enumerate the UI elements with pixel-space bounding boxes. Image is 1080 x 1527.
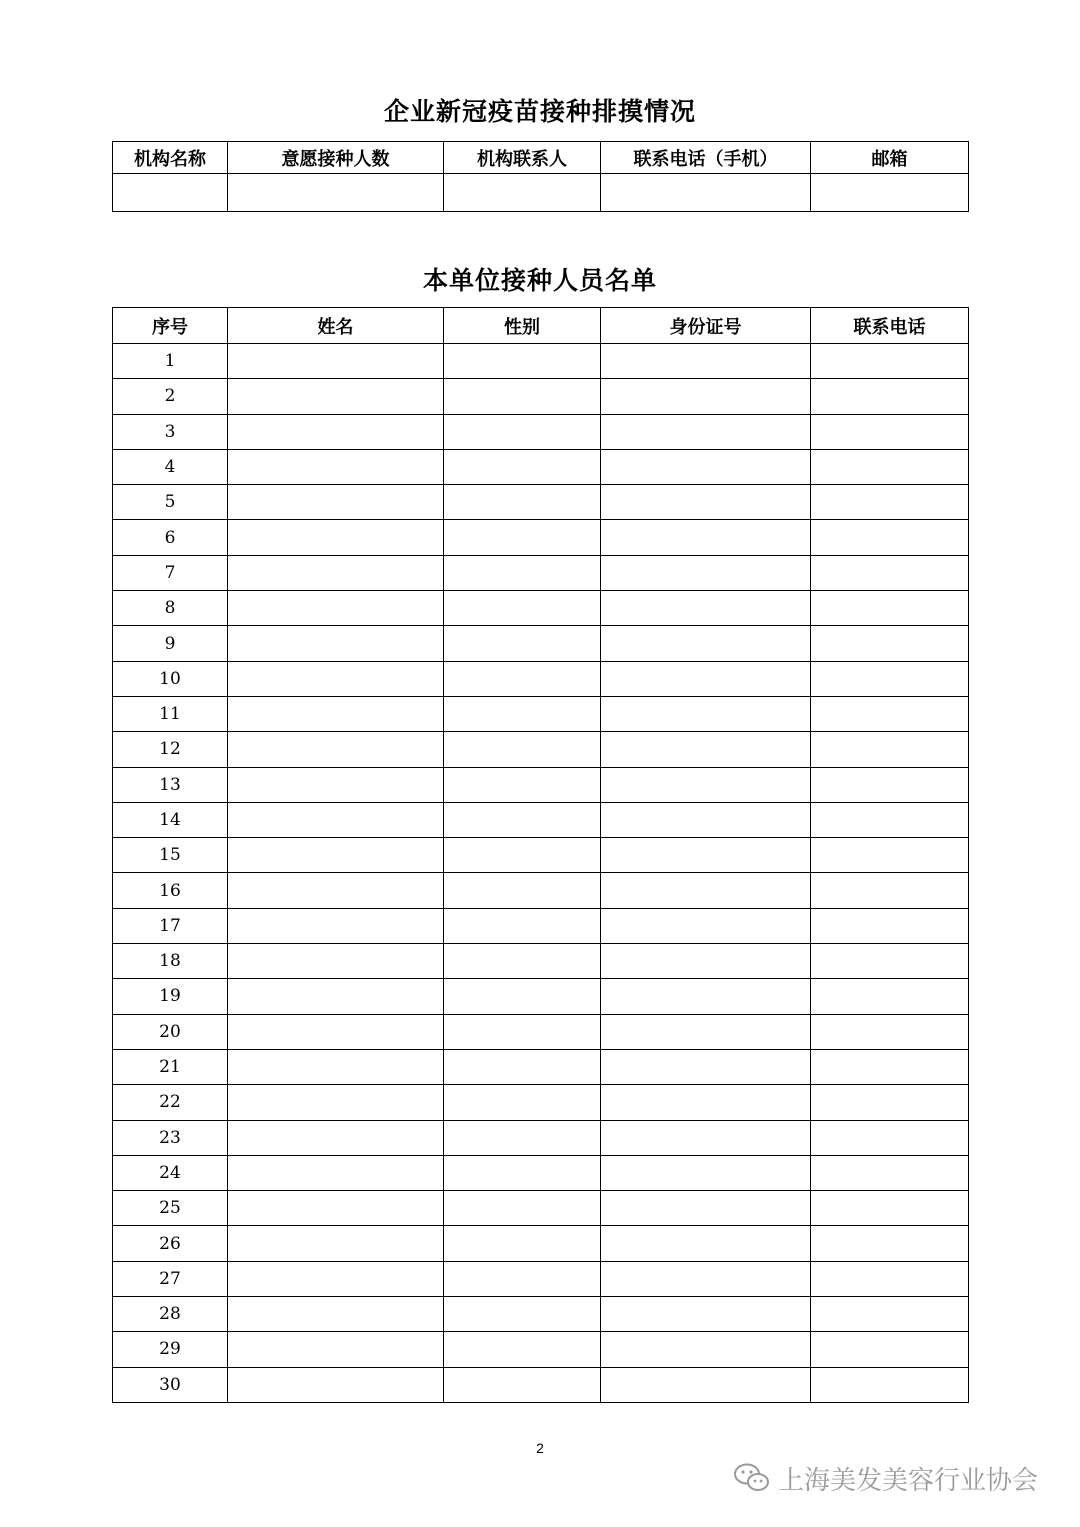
table-row	[113, 555, 969, 590]
id-number-cell[interactable]	[601, 1049, 811, 1084]
row-index: 23	[113, 1120, 228, 1155]
table-row	[113, 1120, 969, 1155]
phone-cell[interactable]	[811, 908, 969, 943]
header-contact-phone: 联系电话（手机）	[601, 142, 811, 174]
gender-cell[interactable]	[444, 1014, 601, 1049]
table-row	[113, 732, 969, 767]
phone-cell[interactable]	[811, 767, 969, 802]
gender-cell[interactable]	[444, 908, 601, 943]
id-number-cell[interactable]	[601, 944, 811, 979]
name-cell[interactable]	[228, 1297, 444, 1332]
row-index: 5	[113, 485, 228, 520]
id-number-cell[interactable]	[601, 1261, 811, 1296]
name-cell[interactable]	[228, 1014, 444, 1049]
row-index: 9	[113, 626, 228, 661]
table-row	[113, 1261, 969, 1296]
table-row	[113, 1014, 969, 1049]
id-number-cell[interactable]	[601, 767, 811, 802]
phone-cell[interactable]	[811, 1332, 969, 1367]
name-cell[interactable]	[228, 1120, 444, 1155]
gender-cell[interactable]	[444, 873, 601, 908]
row-index: 25	[113, 1191, 228, 1226]
wechat-icon	[732, 1462, 772, 1494]
watermark-text: 上海美发美容行业协会	[778, 1465, 1039, 1496]
header-name: 姓名	[228, 308, 444, 344]
phone-cell[interactable]	[811, 1049, 969, 1084]
name-cell[interactable]	[228, 1332, 444, 1367]
row-index: 30	[113, 1367, 228, 1402]
id-number-cell[interactable]	[601, 520, 811, 555]
table-row	[113, 626, 969, 661]
phone-cell[interactable]	[811, 520, 969, 555]
table-row	[113, 1155, 969, 1190]
gender-cell[interactable]	[444, 732, 601, 767]
row-index: 12	[113, 732, 228, 767]
phone-cell[interactable]	[811, 1155, 969, 1190]
name-cell[interactable]	[228, 414, 444, 449]
row-index: 10	[113, 661, 228, 696]
id-number-cell[interactable]	[601, 1155, 811, 1190]
phone-cell[interactable]	[811, 802, 969, 837]
phone-cell[interactable]	[811, 1191, 969, 1226]
row-index: 18	[113, 944, 228, 979]
id-number-cell[interactable]	[601, 591, 811, 626]
gender-cell[interactable]	[444, 555, 601, 590]
name-cell[interactable]	[228, 696, 444, 731]
row-index: 4	[113, 449, 228, 484]
name-cell[interactable]	[228, 1367, 444, 1402]
header-org-contact: 机构联系人	[444, 142, 601, 174]
name-cell[interactable]	[228, 1085, 444, 1120]
id-number-cell[interactable]	[601, 379, 811, 414]
id-number-cell[interactable]	[601, 1120, 811, 1155]
table-row	[113, 1332, 969, 1367]
table-row	[113, 979, 969, 1014]
org-name-cell[interactable]	[113, 174, 228, 212]
name-cell[interactable]	[228, 1261, 444, 1296]
phone-cell[interactable]	[811, 1297, 969, 1332]
phone-cell[interactable]	[811, 1226, 969, 1261]
id-number-cell[interactable]	[601, 979, 811, 1014]
gender-cell[interactable]	[444, 1226, 601, 1261]
header-willing-count: 意愿接种人数	[228, 142, 444, 174]
gender-cell[interactable]	[444, 1332, 601, 1367]
table-row	[113, 873, 969, 908]
phone-cell[interactable]	[811, 944, 969, 979]
gender-cell[interactable]	[444, 344, 601, 379]
gender-cell[interactable]	[444, 485, 601, 520]
name-cell[interactable]	[228, 1191, 444, 1226]
phone-cell[interactable]	[811, 838, 969, 873]
row-index: 17	[113, 908, 228, 943]
contact-phone-cell[interactable]	[601, 174, 811, 212]
table-row	[113, 344, 969, 379]
name-cell[interactable]	[228, 944, 444, 979]
gender-cell[interactable]	[444, 1120, 601, 1155]
id-number-cell[interactable]	[601, 1226, 811, 1261]
table-row	[113, 661, 969, 696]
id-number-cell[interactable]	[601, 1367, 811, 1402]
gender-cell[interactable]	[444, 979, 601, 1014]
header-id-number: 身份证号	[601, 308, 811, 344]
row-index: 13	[113, 767, 228, 802]
gender-cell[interactable]	[444, 1367, 601, 1402]
name-cell[interactable]	[228, 1226, 444, 1261]
gender-cell[interactable]	[444, 1191, 601, 1226]
gender-cell[interactable]	[444, 379, 601, 414]
name-cell[interactable]	[228, 591, 444, 626]
name-cell[interactable]	[228, 379, 444, 414]
roster-title: 本单位接种人员名单	[422, 266, 657, 295]
name-cell[interactable]	[228, 485, 444, 520]
row-index: 27	[113, 1261, 228, 1296]
phone-cell[interactable]	[811, 1261, 969, 1296]
org-info-table	[112, 141, 969, 212]
gender-cell[interactable]	[444, 696, 601, 731]
row-index: 24	[113, 1155, 228, 1190]
row-index: 26	[113, 1226, 228, 1261]
gender-cell[interactable]	[444, 1085, 601, 1120]
phone-cell[interactable]	[811, 626, 969, 661]
gender-cell[interactable]	[444, 838, 601, 873]
name-cell[interactable]	[228, 661, 444, 696]
name-cell[interactable]	[228, 838, 444, 873]
gender-cell[interactable]	[444, 1297, 601, 1332]
phone-cell[interactable]	[811, 1120, 969, 1155]
id-number-cell[interactable]	[601, 626, 811, 661]
table-row	[113, 908, 969, 943]
row-index: 6	[113, 520, 228, 555]
gender-cell[interactable]	[444, 449, 601, 484]
phone-cell[interactable]	[811, 344, 969, 379]
gender-cell[interactable]	[444, 767, 601, 802]
row-index: 7	[113, 555, 228, 590]
id-number-cell[interactable]	[601, 732, 811, 767]
header-email: 邮箱	[811, 142, 969, 174]
name-cell[interactable]	[228, 449, 444, 484]
id-number-cell[interactable]	[601, 696, 811, 731]
row-index: 14	[113, 802, 228, 837]
id-number-cell[interactable]	[601, 449, 811, 484]
phone-cell[interactable]	[811, 1085, 969, 1120]
name-cell[interactable]	[228, 873, 444, 908]
row-index: 19	[113, 979, 228, 1014]
table-row	[113, 1049, 969, 1084]
id-number-cell[interactable]	[601, 802, 811, 837]
name-cell[interactable]	[228, 520, 444, 555]
name-cell[interactable]	[228, 908, 444, 943]
gender-cell[interactable]	[444, 1049, 601, 1084]
table-row	[113, 696, 969, 731]
row-index: 29	[113, 1332, 228, 1367]
willing-count-cell[interactable]	[228, 174, 444, 212]
name-cell[interactable]	[228, 802, 444, 837]
phone-cell[interactable]	[811, 1014, 969, 1049]
table-row	[113, 802, 969, 837]
row-index: 21	[113, 1049, 228, 1084]
gender-cell[interactable]	[444, 520, 601, 555]
name-cell[interactable]	[228, 344, 444, 379]
phone-cell[interactable]	[811, 485, 969, 520]
row-index: 2	[113, 379, 228, 414]
table-row	[113, 1085, 969, 1120]
table-row	[113, 379, 969, 414]
name-cell[interactable]	[228, 555, 444, 590]
phone-cell[interactable]	[811, 555, 969, 590]
id-number-cell[interactable]	[601, 908, 811, 943]
table-row	[113, 944, 969, 979]
table-row	[113, 1226, 969, 1261]
id-number-cell[interactable]	[601, 344, 811, 379]
header-org-name: 机构名称	[113, 142, 228, 174]
header-phone: 联系电话	[811, 308, 969, 344]
phone-cell[interactable]	[811, 449, 969, 484]
phone-cell[interactable]	[811, 1367, 969, 1402]
phone-cell[interactable]	[811, 979, 969, 1014]
survey-title: 企业新冠疫苗接种排摸情况	[383, 97, 696, 126]
roster-table	[112, 307, 969, 1403]
name-cell[interactable]	[228, 767, 444, 802]
id-number-cell[interactable]	[601, 1085, 811, 1120]
phone-cell[interactable]	[811, 732, 969, 767]
phone-cell[interactable]	[811, 414, 969, 449]
id-number-cell[interactable]	[601, 1191, 811, 1226]
id-number-cell[interactable]	[601, 1014, 811, 1049]
header-gender: 性别	[444, 308, 601, 344]
table-row	[113, 1367, 969, 1402]
table-row	[113, 1297, 969, 1332]
name-cell[interactable]	[228, 979, 444, 1014]
table-row	[113, 520, 969, 555]
gender-cell[interactable]	[444, 661, 601, 696]
row-index: 22	[113, 1085, 228, 1120]
table-row	[113, 414, 969, 449]
phone-cell[interactable]	[811, 696, 969, 731]
table-row	[113, 1191, 969, 1226]
id-number-cell[interactable]	[601, 838, 811, 873]
table-row	[113, 838, 969, 873]
header-index: 序号	[113, 308, 228, 344]
table-row	[113, 449, 969, 484]
page-number: 2	[536, 1440, 544, 1456]
id-number-cell[interactable]	[601, 485, 811, 520]
gender-cell[interactable]	[444, 802, 601, 837]
row-index: 3	[113, 414, 228, 449]
id-number-cell[interactable]	[601, 1332, 811, 1367]
id-number-cell[interactable]	[601, 661, 811, 696]
name-cell[interactable]	[228, 732, 444, 767]
row-index: 15	[113, 838, 228, 873]
gender-cell[interactable]	[444, 944, 601, 979]
org-contact-cell[interactable]	[444, 174, 601, 212]
gender-cell[interactable]	[444, 414, 601, 449]
watermark	[732, 1458, 1038, 1498]
name-cell[interactable]	[228, 1049, 444, 1084]
gender-cell[interactable]	[444, 626, 601, 661]
phone-cell[interactable]	[811, 379, 969, 414]
gender-cell[interactable]	[444, 1155, 601, 1190]
row-index: 11	[113, 696, 228, 731]
id-number-cell[interactable]	[601, 873, 811, 908]
row-index: 20	[113, 1014, 228, 1049]
table-row	[113, 485, 969, 520]
table-row	[113, 767, 969, 802]
phone-cell[interactable]	[811, 661, 969, 696]
id-number-cell[interactable]	[601, 1297, 811, 1332]
id-number-cell[interactable]	[601, 414, 811, 449]
row-index: 28	[113, 1297, 228, 1332]
row-index: 16	[113, 873, 228, 908]
phone-cell[interactable]	[811, 591, 969, 626]
email-cell[interactable]	[811, 174, 969, 212]
row-index: 1	[113, 344, 228, 379]
row-index: 8	[113, 591, 228, 626]
gender-cell[interactable]	[444, 1261, 601, 1296]
table-row	[113, 591, 969, 626]
id-number-cell[interactable]	[601, 555, 811, 590]
gender-cell[interactable]	[444, 591, 601, 626]
phone-cell[interactable]	[811, 873, 969, 908]
name-cell[interactable]	[228, 1155, 444, 1190]
name-cell[interactable]	[228, 626, 444, 661]
